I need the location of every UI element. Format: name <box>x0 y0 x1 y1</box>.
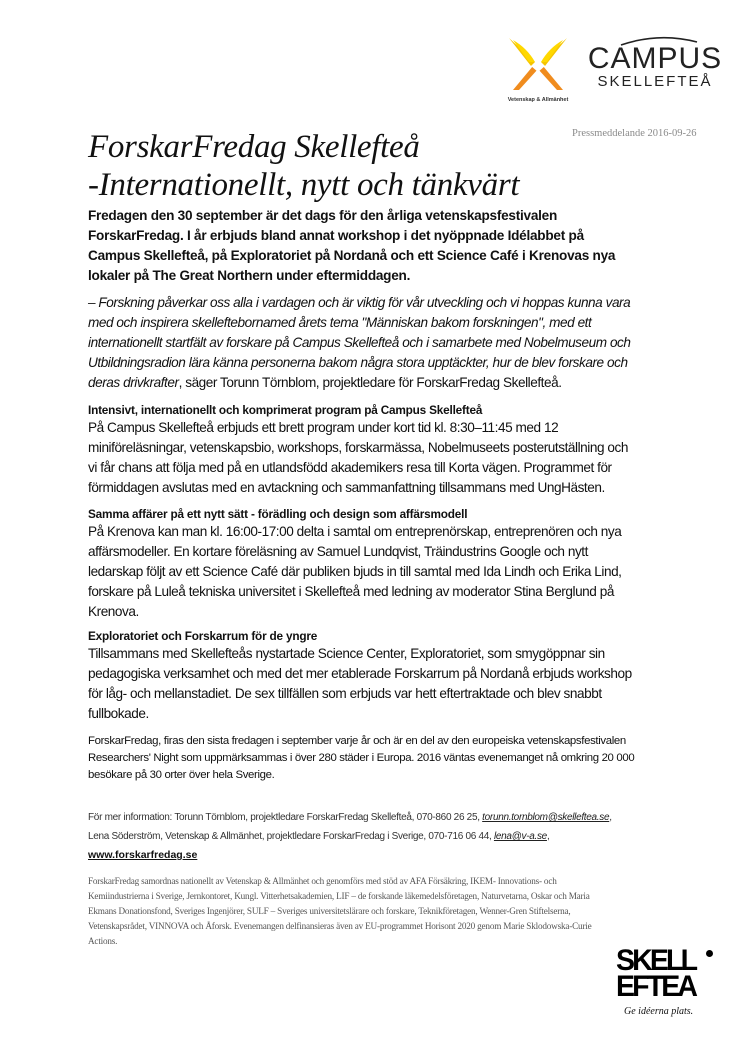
section-heading: Intensivt, internationellt och komprimerat program på Campus Skellefteå <box>88 403 483 417</box>
footer-line: Vetenskapsrådet, VINNOVA och Åforsk. Evenemangen delfinansieras även av EU-programmet Horisont 2020 genom Marie Sklodowska-Curie <box>88 921 592 931</box>
sponsors-footer <box>88 874 592 949</box>
email-link-torunn[interactable]: torunn.tornblom@skelleftea.se <box>482 812 610 823</box>
quote-attribution: , säger Torunn Törnblom, projektledare för ForskarFredag Skellefteå. <box>178 375 562 390</box>
section-body <box>88 522 622 622</box>
vetenskap-allmanhet-logo <box>502 36 574 103</box>
lead-line: Campus Skellefteå, på Exploratoriet på Nordanå och ett Science Café i Krenovas nya <box>88 248 616 263</box>
va-logo-caption: Vetenskap & Allmänhet <box>507 97 569 103</box>
body-line: miniföreläsningar, vetenskapsbio, workshops, forskarmässa, Nobelmuseets posterutställning och <box>88 440 628 455</box>
section-heading: Exploratoriet och Forskarrum för de yngre <box>88 629 318 643</box>
body-line: forskare på Luleå tekniska universitet i Skellefteå med ledning av moderator Stina Berglund på <box>88 584 614 599</box>
logo-word-2: EFTEA <box>616 970 696 1003</box>
campus-skelleftea-logo <box>585 36 725 90</box>
footer-line: Ekmans Donationsfond, Sveriges Ingenjörer, SULF – Sveriges universitetslärare och forskare, Teknikföretagen, Wenner-Gren Stiftelserna, <box>88 906 571 916</box>
lead-line: lokaler på The Great Northern under eftermiddagen. <box>88 268 411 283</box>
body-line: Krenova. <box>88 604 139 619</box>
quote-line: – Forskning påverkar oss alla i vardagen och är viktig för vår utveckling och vi hoppas kunna vara <box>88 295 631 310</box>
about-paragraph <box>88 733 634 784</box>
website-link[interactable]: www.forskarfredag.se <box>88 849 198 861</box>
campus-logo-word: CAMPUS <box>587 42 723 75</box>
title-line: ForskarFredag Skellefteå <box>88 129 420 165</box>
campus-logo-sub: SKELLEFTEÅ <box>597 73 713 90</box>
about-line: ForskarFredag, firas den sista fredagen i september varje år och är en del av den europeiska vetenskapsfestivalen <box>88 735 626 747</box>
va-x-logo-icon <box>505 36 571 92</box>
section-heading: Samma affärer på ett nytt sätt - förädling och design som affärsmodell <box>88 507 468 521</box>
contact-text: Lena Söderström, Vetenskap & Allmänhet, projektledare ForskarFredag i Sverige, 070-716 06 44, <box>88 831 494 842</box>
body-line: förmiddagen avslutas med en avtackning och sammanfattning tillsammans med UngHästen. <box>88 480 605 495</box>
section-body <box>88 418 628 498</box>
title-line: -Internationellt, nytt och tänkvärt <box>88 167 520 203</box>
body-line: fullbokade. <box>88 706 149 721</box>
quote-line: internationellt startfält av forskare på Campus Skellefteå och i samarbete med Nobelmuseum och <box>88 335 631 350</box>
quote-italic-end: deras drivkrafter <box>88 375 179 390</box>
logo-tagline: Ge idéerna plats. <box>624 1006 694 1017</box>
lead-paragraph <box>88 206 615 286</box>
body-line: pedagogiska verksamhet och med det mer etablerade Forskarrum på Nordanå erbjuds workshop <box>88 666 632 681</box>
body-line: På Campus Skellefteå erbjuds ett brett program under kort tid kl. 8:30–11:45 med 12 <box>88 420 559 435</box>
logo-word-1: SKELL <box>616 944 696 977</box>
body-line: Tillsammans med Skellefteås nystartade Science Center, Exploratoriet, som smygöppnar sin <box>88 646 605 661</box>
body-line: för låg- och mellanstadiet. De sex tillfällen som erbjuds var hett eftertraktade och blev snabbt <box>88 686 602 701</box>
press-release-date: Pressmeddelande 2016-09-26 <box>572 128 697 139</box>
about-line: Researchers' Night som uppmärksammas i över 280 städer i Europa. 2016 väntas evenemanget nå omkring 20 000 <box>88 752 635 764</box>
quote-line: med och inspirera skelleftebornamed årets tema "Människan bakom forskningen", med ett <box>88 315 592 330</box>
section-body <box>88 644 632 724</box>
footer-line: Kemiindustrierna i Sverige, Jernkontoret, Kungl. Vitterhetsakademien, LIF – de forskande läkemedelsföretagen, Naturvetarna, Oskar och Maria <box>88 891 590 901</box>
body-line: ledarskap följt av ett Science Café där publiken bjuds in till samtal med Ida Lindh och Erika Lind, <box>88 564 622 579</box>
lead-line: ForskarFredag. I år erbjuds bland annat workshop i det nyöppnade Idélabbet på <box>88 228 584 243</box>
quote-line: Utbildningsradion lära känna personerna bakom några stora upptäckter, hur de blev forskare och <box>88 355 628 370</box>
body-line: affärsmodeller. En kortare föreläsning av Samuel Lundqvist, Träindustrins Google och nytt <box>88 544 588 559</box>
contact-text: För mer information: Torunn Törnblom, projektledare ForskarFredag Skellefteå, 070-860 26 25, <box>88 812 483 823</box>
email-link-lena[interactable]: lena@v-a.se <box>493 831 547 842</box>
quote-line <box>88 373 631 393</box>
contact-line-2: Lena Söderström, Vetenskap & Allmänhet, projektledare ForskarFredag i Sverige, 070-716 06 44, lena@v-a.se, <box>88 831 550 842</box>
body-line: På Krenova kan man kl. 16:00-17:00 delta i samtal om entreprenörskap, entreprenören och nya <box>88 524 622 539</box>
body-line: vi får chans att följa med på en utlandsfödd akademikers resa till Korta vägen. Programmet för <box>88 460 612 475</box>
footer-line: Actions. <box>88 936 118 946</box>
skelleftea-logo <box>616 944 712 1017</box>
quote-paragraph <box>88 293 631 393</box>
page-title <box>88 128 519 204</box>
about-line: besökare på 30 orter över hela Sverige. <box>88 769 275 781</box>
contact-line-1: För mer information: Torunn Törnblom, projektledare ForskarFredag Skellefteå, 070-860 26 25, torunn.tornblom@skelleftea.se, <box>88 812 612 823</box>
campus-arc-icon <box>619 36 699 46</box>
footer-line: ForskarFredag samordnas nationellt av Vetenskap & Allmänhet och genomförs med stöd av AFA Försäkring, IKEM- Innovations- och <box>88 876 557 886</box>
lead-line: Fredagen den 30 september är det dags för den årliga vetenskapsfestivalen <box>88 208 558 223</box>
